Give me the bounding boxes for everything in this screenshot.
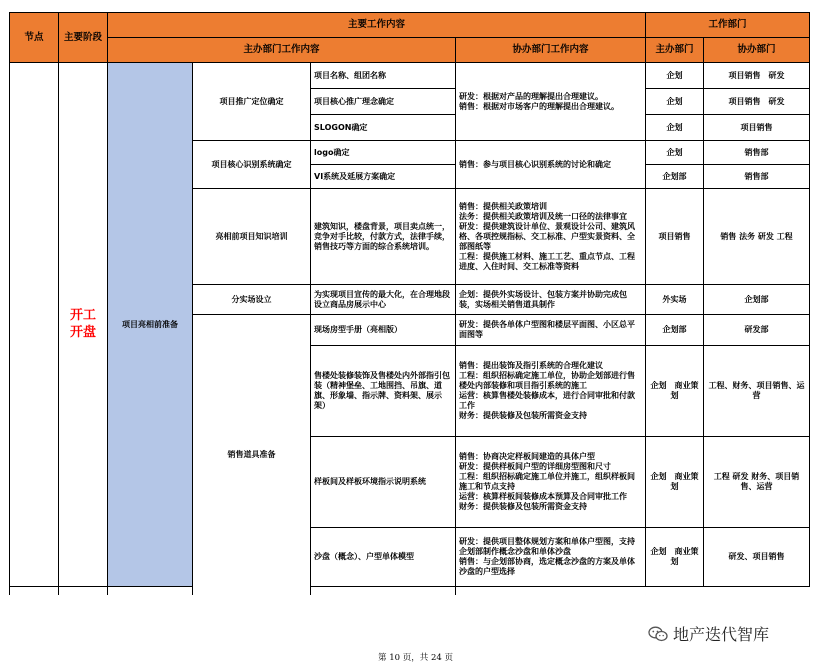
header-stage: 主要阶段 bbox=[59, 13, 108, 63]
host-dept-cell: 企划 bbox=[646, 115, 704, 141]
task-cell-empty bbox=[10, 587, 59, 595]
host-dept-cell: 企划 商业策划 bbox=[646, 437, 704, 528]
node-cell bbox=[10, 63, 59, 587]
task-cell: logo确定 bbox=[311, 141, 456, 165]
host-dept-cell: 项目销售 bbox=[646, 189, 704, 285]
task-cell: 建筑知识，楼盘背景，项目卖点统一，竞争对手比较，付款方式，法律手续，销售技巧等方面的综合系统培训。 bbox=[311, 189, 456, 285]
cooperate-dept-cell: 企划部 bbox=[704, 285, 810, 315]
group-sales-site: 分实场设立 bbox=[193, 285, 311, 315]
category-cell: 项目亮相前准备 bbox=[108, 63, 193, 587]
host-dept-cell: 企划 商业策划 bbox=[646, 528, 704, 587]
node-label bbox=[59, 63, 108, 587]
watermark bbox=[648, 622, 769, 645]
group-tools: 销售道具准备 bbox=[193, 315, 311, 595]
cooperate-dept-cell: 工程 研发 财务、项目销售、运营 bbox=[704, 437, 810, 528]
work-plan-table bbox=[9, 12, 810, 595]
task-cell: 项目名称、组团名称 bbox=[311, 63, 456, 89]
cooperate-dept-cell: 销售 法务 研发 工程 bbox=[704, 189, 810, 285]
host-dept-cell-empty bbox=[108, 587, 193, 595]
wechat-icon bbox=[648, 626, 668, 642]
cooperate-dept-cell: 研发、项目销售 bbox=[704, 528, 810, 587]
task-cell: 沙盘（概念）、户型单体模型 bbox=[311, 528, 456, 587]
cooperate-dept-cell: 项目销售 研发 bbox=[704, 89, 810, 115]
cooperate-dept-cell-empty bbox=[311, 587, 456, 595]
header-work-dept: 工作部门 bbox=[646, 13, 810, 38]
assist-cell: 研发：根据对产品的理解提出合理建议。 销售：根据对市场客户的理解提出合理建议。 bbox=[456, 63, 646, 141]
group-training: 亮相前项目知识培训 bbox=[193, 189, 311, 285]
assist-cell: 销售：协商决定样板间建造的具体户型 研发：提供样板间户型的详细房型图和尺寸 工程：组织招标确定施工单位并施工，组织样板间施工和节点支持 运营：核算样板间装修成本预算及合同审批工作 财务：提供装修及包装所需资金支持 bbox=[456, 437, 646, 528]
header-host-dept-work: 主办部门工作内容 bbox=[108, 38, 456, 63]
header-node: 节点 bbox=[10, 13, 59, 63]
cooperate-dept-cell: 销售部 bbox=[704, 165, 810, 189]
task-cell: 售楼处装修装饰及售楼处内外部指引包装（精神堡垒、工地围挡、吊旗、道旗、形象墙、指示牌、资料架、展示架） bbox=[311, 346, 456, 437]
node-label-text: 开工 开盘 bbox=[69, 307, 96, 340]
host-dept-cell: 企划部 bbox=[646, 165, 704, 189]
task-cell: VI系统及延展方案确定 bbox=[311, 165, 456, 189]
host-dept-cell: 外实场 bbox=[646, 285, 704, 315]
header-main-work: 主要工作内容 bbox=[108, 13, 646, 38]
assist-cell-empty bbox=[59, 587, 108, 595]
cooperate-dept-cell: 工程、财务、项目销售、运营 bbox=[704, 346, 810, 437]
task-cell: 项目核心推广理念确定 bbox=[311, 89, 456, 115]
task-cell: 样板间及样板环境指示说明系统 bbox=[311, 437, 456, 528]
host-dept-cell: 企划 bbox=[646, 141, 704, 165]
task-cell: 现场房型手册（亮相版） bbox=[311, 315, 456, 346]
watermark-text: 地产迭代智库 bbox=[673, 625, 770, 644]
host-dept-cell: 企划 bbox=[646, 63, 704, 89]
header-assist-dept: 协办部门 bbox=[704, 38, 810, 63]
assist-cell: 销售：提供相关政策培训 法务：提供相关政策培训及统一口径的法律事宜 研发：提供建筑设计单位、景观设计公司、建筑风格、各项控规指标、交工标准、户型实景资料、全部图纸等 工程：提供施工材料、施工工艺、重点节点、工程进度、入住时间、交工标准等资料 bbox=[456, 189, 646, 285]
group-identity: 项目核心识别系统确定 bbox=[193, 141, 311, 189]
host-dept-cell: 企划部 bbox=[646, 315, 704, 346]
assist-cell: 研发：提供项目整体规划方案和单体户型图，支持企划部制作概念沙盘和单体沙盘 销售：与企划部协商，选定概念沙盘的方案及单体沙盘的户型选择 bbox=[456, 528, 646, 587]
assist-cell: 销售：提出装饰及指引系统的合理化建议 工程：组织招标确定施工单位，协助企划部进行售楼处内部装修和项目指引系统的施工 运营：核算售楼处装修成本，进行合同审批和付款工作 财务：提供装修及包装所需资金支持 bbox=[456, 346, 646, 437]
cooperate-dept-cell: 项目销售 研发 bbox=[704, 63, 810, 89]
page-number: 第 10 页，共 24 页 bbox=[378, 653, 453, 663]
assist-cell: 企划：提供外实场设计、包装方案并协助完成包装，实场相关销售道具制作 bbox=[456, 285, 646, 315]
assist-cell: 销售：参与项目核心识别系统的讨论和确定 bbox=[456, 141, 646, 189]
header-assist-dept-work: 协办部门工作内容 bbox=[456, 38, 646, 63]
header-host-dept: 主办部门 bbox=[646, 38, 704, 63]
cooperate-dept-cell: 销售部 bbox=[704, 141, 810, 165]
cooperate-dept-cell: 项目销售 bbox=[704, 115, 810, 141]
group-positioning: 项目推广定位确定 bbox=[193, 63, 311, 141]
host-dept-cell: 企划 bbox=[646, 89, 704, 115]
assist-cell: 研发：提供各单体户型图和楼层平面图、小区总平面图等 bbox=[456, 315, 646, 346]
host-dept-cell: 企划 商业策划 bbox=[646, 346, 704, 437]
task-cell: 为实现项目宣传的最大化，在合理地段设立商品房展示中心 bbox=[311, 285, 456, 315]
task-cell: SLOGON确定 bbox=[311, 115, 456, 141]
cooperate-dept-cell: 研发部 bbox=[704, 315, 810, 346]
